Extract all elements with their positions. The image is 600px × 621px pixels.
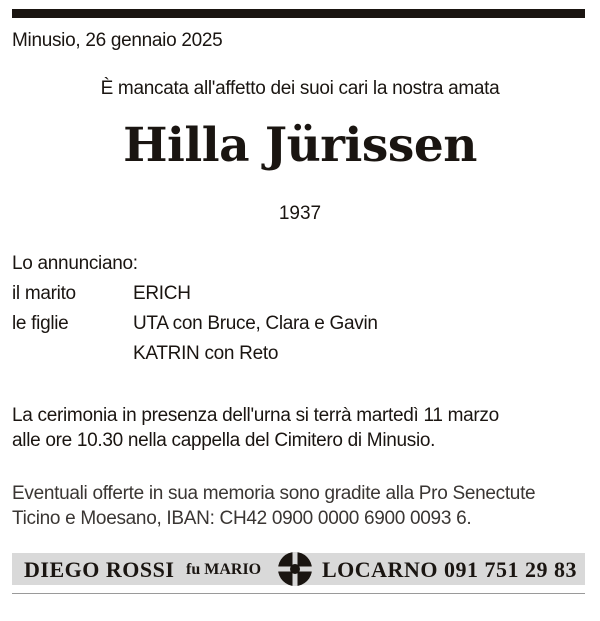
- funeral-home-name: DIEGO ROSSI: [24, 557, 175, 582]
- deceased-name: Hilla Jürissen: [123, 118, 477, 173]
- announcers-heading: Lo annunciano:: [12, 253, 138, 274]
- cross-circle-icon: [277, 551, 313, 587]
- offers-line: Ticino e Moesano, IBAN: CH42 0900 0000 6900 0093 6.: [12, 508, 472, 529]
- birth-year: 1937: [278, 203, 322, 224]
- intro-text: È mancata all'affetto dei suoi cari la nostra amata: [100, 78, 500, 99]
- funeral-home-founder: fu MARIO: [186, 561, 262, 578]
- funeral-home-bar: [12, 553, 585, 585]
- bottom-rule: [12, 593, 585, 594]
- ceremony-line: La cerimonia in presenza dell'urna si terrà martedì 11 marzo: [12, 405, 499, 426]
- relative-names: UTA con Bruce, Clara e Gavin: [133, 313, 378, 334]
- offers-notice: [12, 481, 535, 531]
- place-date: Minusio, 26 gennaio 2025: [12, 30, 223, 51]
- relation-label: il marito: [12, 283, 76, 304]
- relative-names: KATRIN con Reto: [133, 343, 279, 364]
- ceremony-line: alle ore 10.30 nella cappella del Cimitero di Minusio.: [12, 430, 436, 451]
- ceremony-notice: [12, 403, 499, 453]
- funeral-home-city-phone: LOCARNO 091 751 29 83: [322, 557, 577, 582]
- top-rule: [12, 9, 585, 18]
- offers-line: Eventuali offerte in sua memoria sono gradite alla Pro Senectute: [12, 483, 536, 504]
- relation-label: le figlie: [12, 313, 69, 334]
- relative-names: ERICH: [133, 283, 191, 304]
